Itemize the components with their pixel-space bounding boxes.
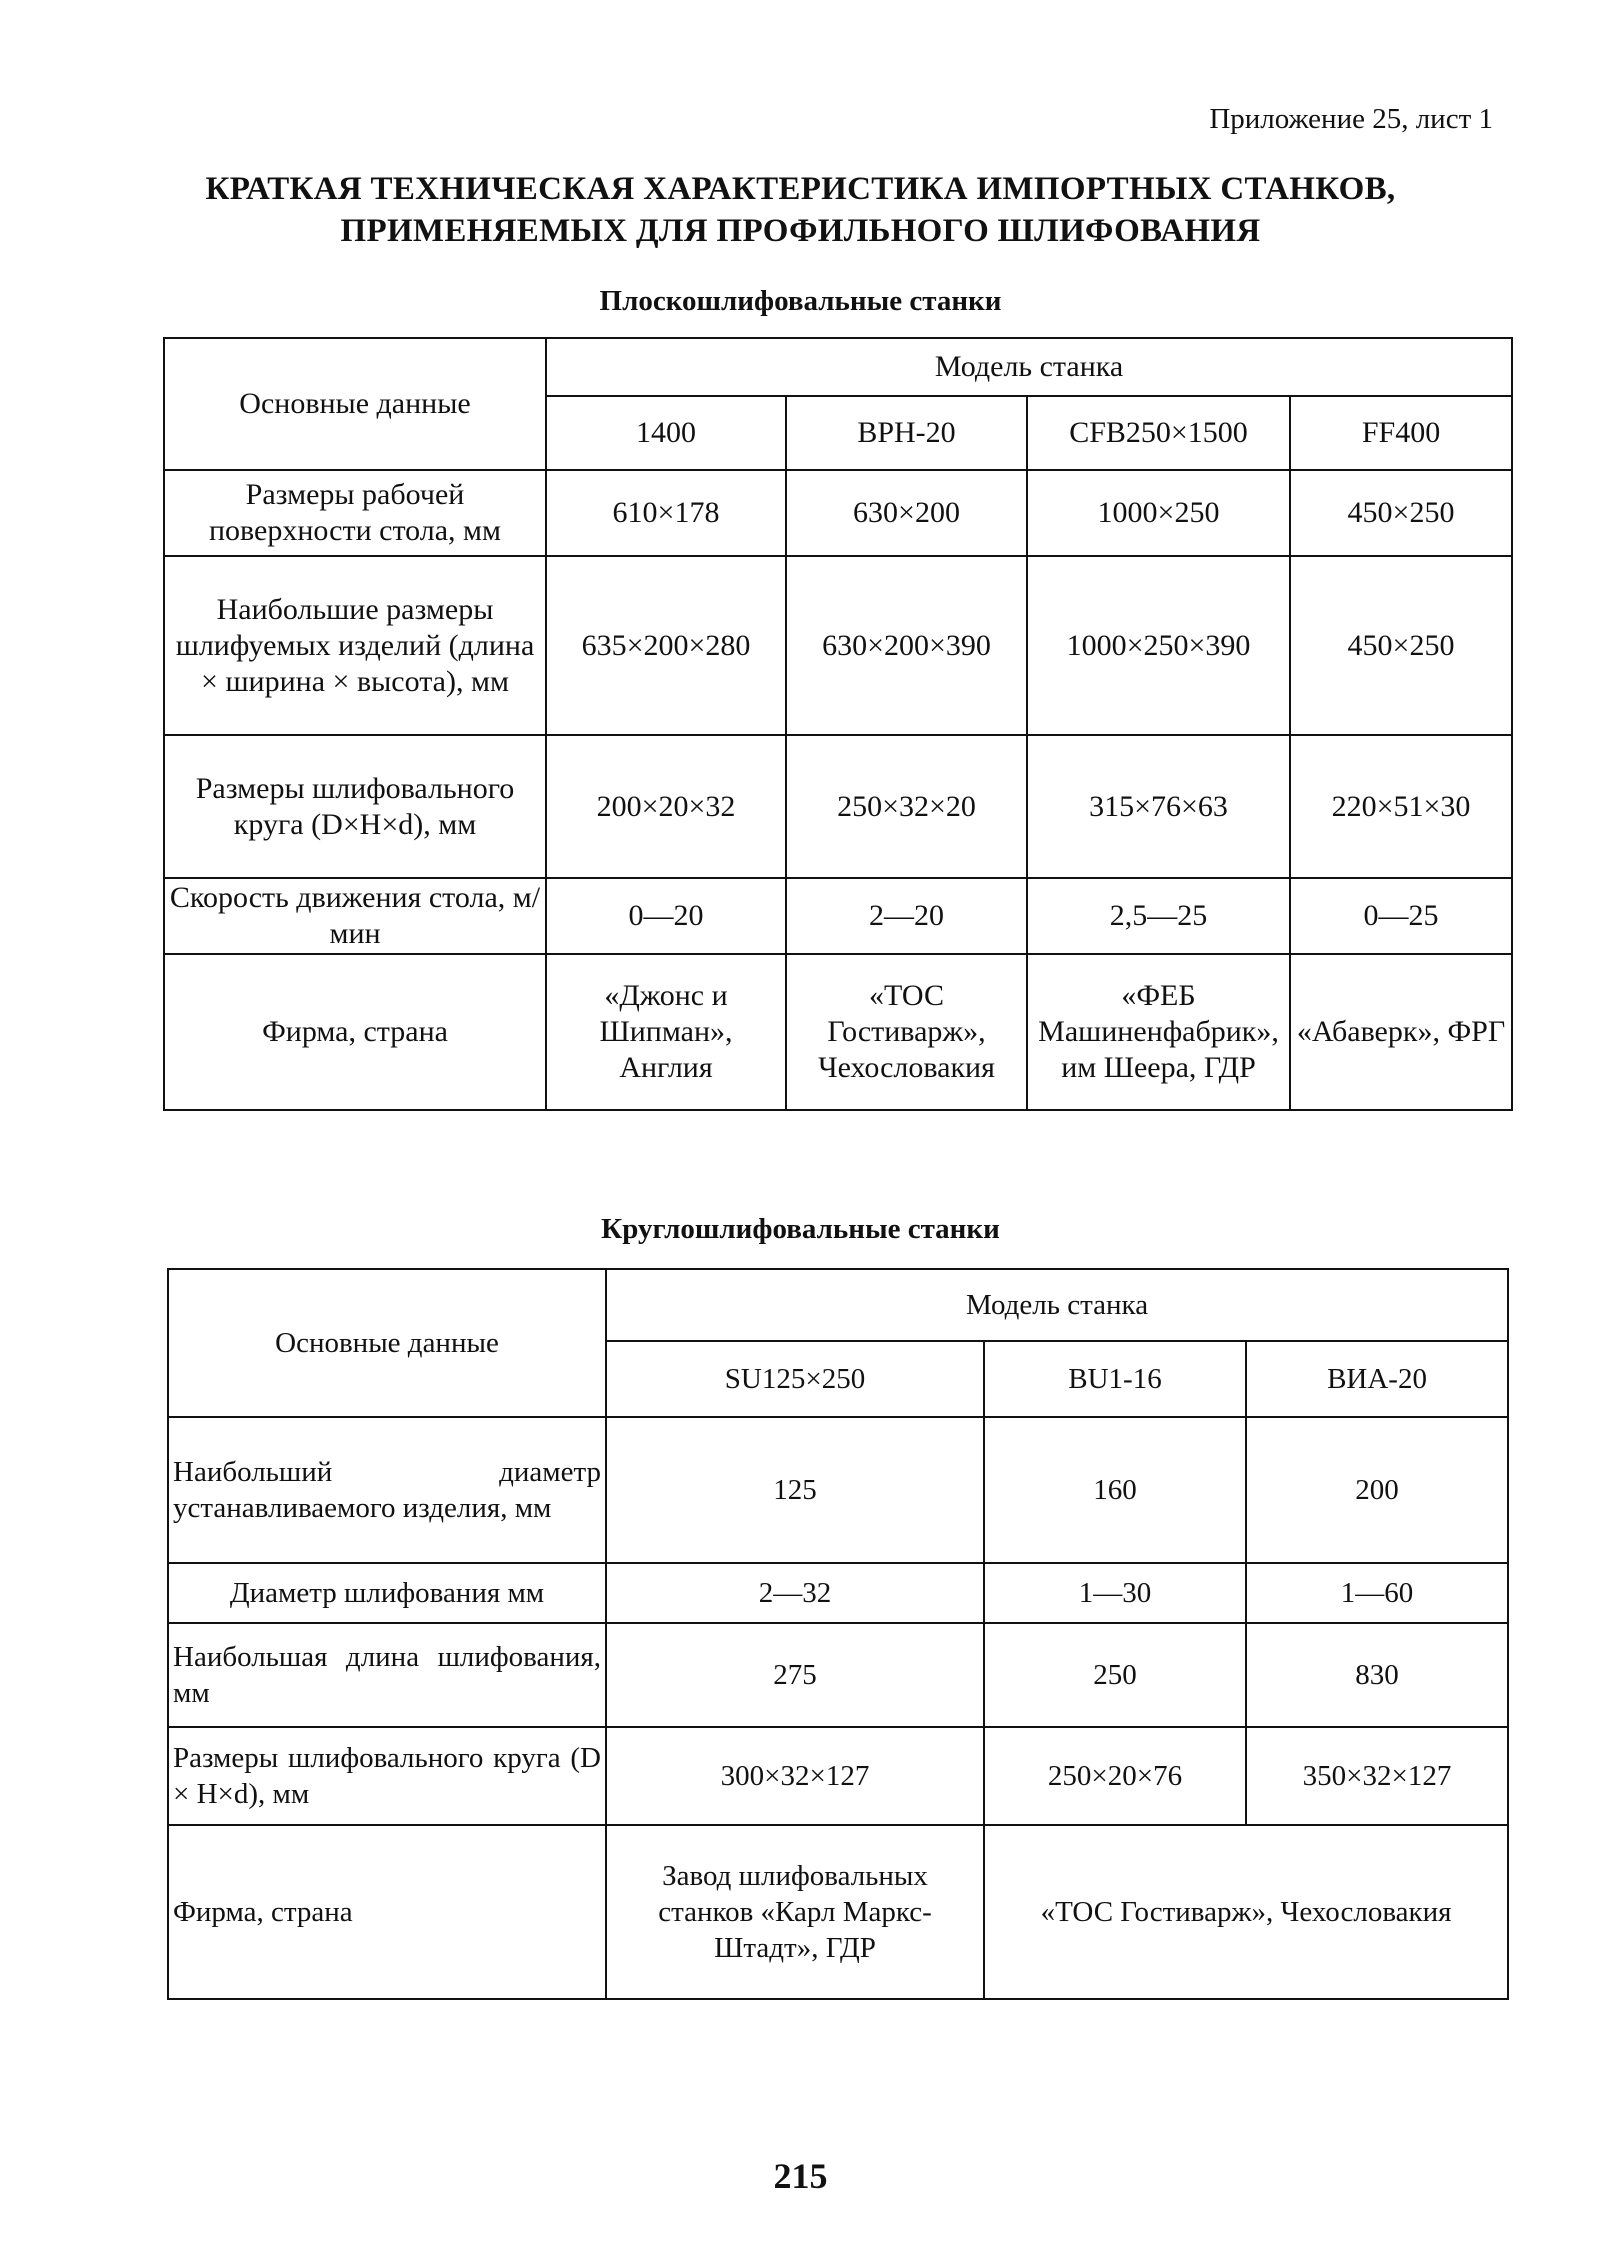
cell-value: 300×32×127 [606, 1727, 984, 1825]
cell-value: 830 [1246, 1623, 1508, 1727]
cell-value: 0—20 [546, 878, 786, 954]
row-label: Наибольшая длина шлифования, мм [168, 1623, 606, 1727]
table-row [164, 735, 1512, 878]
table-row [164, 878, 1512, 954]
model-header: ВИА-20 [1246, 1341, 1508, 1417]
table-row [168, 1417, 1508, 1563]
cell-value: 250×20×76 [984, 1727, 1246, 1825]
row-label: Диаметр шлифования мм [168, 1563, 606, 1623]
cell-value: 160 [984, 1417, 1246, 1563]
row-header: Основные данные [168, 1269, 606, 1417]
cell-value: 635×200×280 [546, 556, 786, 735]
model-header: SU125×250 [606, 1341, 984, 1417]
table-row [168, 1623, 1508, 1727]
cell-value: «ТОС Гостиварж», Чехословакия [984, 1825, 1508, 1999]
cell-value: 350×32×127 [1246, 1727, 1508, 1825]
row-label: Скорость движения стола, м/мин [164, 878, 546, 954]
table-row [168, 1825, 1508, 1999]
table-row [168, 1563, 1508, 1623]
cell-value: 1000×250 [1027, 470, 1290, 556]
cell-value: 450×250 [1290, 556, 1512, 735]
table-row [164, 470, 1512, 556]
document-title [0, 168, 1601, 252]
cell-value: 220×51×30 [1290, 735, 1512, 878]
cell-value: 630×200×390 [786, 556, 1027, 735]
row-label: Размеры рабочей поверхности стола, мм [164, 470, 546, 556]
row-label: Размеры шлифовального круга (D×H×d), мм [164, 735, 546, 878]
title-line-1: КРАТКАЯ ТЕХНИЧЕСКАЯ ХАРАКТЕРИСТИКА ИМПОРТНЫХ СТАНКОВ, [205, 171, 1396, 207]
cell-value: 315×76×63 [1027, 735, 1290, 878]
cylindrical-grinding-table [167, 1268, 1509, 2000]
cell-value: 2,5—25 [1027, 878, 1290, 954]
cell-value: 2—20 [786, 878, 1027, 954]
row-header: Основные данные [164, 338, 546, 470]
cell-value: 250×32×20 [786, 735, 1027, 878]
table2-caption: Круглошлифовальные станки [601, 1213, 1000, 1245]
table-row [164, 556, 1512, 735]
cell-value: 275 [606, 1623, 984, 1727]
group-header: Модель станка [546, 338, 1512, 396]
cell-value: Завод шлифовальных станков «Карл Маркс-Штадт», ГДР [606, 1825, 984, 1999]
cell-value: 2—32 [606, 1563, 984, 1623]
model-header: BU1-16 [984, 1341, 1246, 1417]
cell-value: 450×250 [1290, 470, 1512, 556]
row-label: Фирма, страна [164, 954, 546, 1110]
model-header: ВРН-20 [786, 396, 1027, 470]
row-label: Наибольший диаметр устанавливаемого изделия, мм [168, 1417, 606, 1563]
appendix-label: Приложение 25, лист 1 [1209, 103, 1493, 135]
cell-value: «ФЕБ Машиненфабрик», им Шеера, ГДР [1027, 954, 1290, 1110]
table-row [164, 954, 1512, 1110]
title-line-2: ПРИМЕНЯЕМЫХ ДЛЯ ПРОФИЛЬНОГО ШЛИФОВАНИЯ [340, 213, 1261, 249]
cell-value: 1—30 [984, 1563, 1246, 1623]
cell-value: 200×20×32 [546, 735, 786, 878]
cell-value: «Абаверк», ФРГ [1290, 954, 1512, 1110]
model-header: FF400 [1290, 396, 1512, 470]
surface-grinding-table [163, 337, 1513, 1111]
cell-value: 630×200 [786, 470, 1027, 556]
cell-value: 200 [1246, 1417, 1508, 1563]
row-label: Размеры шлифовального круга (D × H×d), мм [168, 1727, 606, 1825]
cell-value: «ТОС Гостиварж», Чехословакия [786, 954, 1027, 1110]
model-header: CFB250×1500 [1027, 396, 1290, 470]
row-label: Фирма, страна [168, 1825, 606, 1999]
cell-value: 1000×250×390 [1027, 556, 1290, 735]
table-row [168, 1727, 1508, 1825]
group-header: Модель станка [606, 1269, 1508, 1341]
table1-caption: Плоскошлифовальные станки [599, 285, 1002, 317]
cell-value: 250 [984, 1623, 1246, 1727]
cell-value: «Джонс и Шипман», Англия [546, 954, 786, 1110]
cell-value: 1—60 [1246, 1563, 1508, 1623]
page-number: 215 [773, 2156, 828, 2196]
model-header: 1400 [546, 396, 786, 470]
cell-value: 610×178 [546, 470, 786, 556]
cell-value: 0—25 [1290, 878, 1512, 954]
cell-value: 125 [606, 1417, 984, 1563]
row-label: Наибольшие размеры шлифуемых изделий (длина × ширина × высота), мм [164, 556, 546, 735]
